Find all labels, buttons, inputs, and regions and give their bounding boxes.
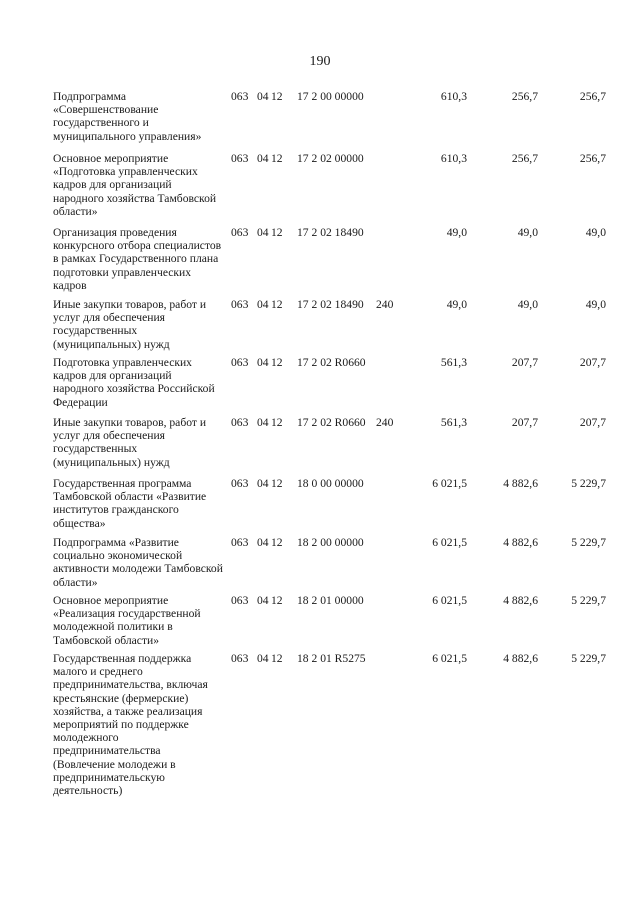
amount-1: 610,3 — [440, 90, 467, 103]
amount-2: 207,7 — [511, 416, 538, 429]
amount-1: 561,3 — [440, 356, 467, 369]
section-code: 04 — [257, 90, 269, 103]
amount-1: 6 021,5 — [432, 477, 467, 490]
amount-3: 49,0 — [585, 298, 606, 311]
target-code: 18 0 00 00000 — [297, 477, 364, 490]
row-name: Государственная программа Тамбовской области «Развитие институтов гражданского общества» — [53, 477, 207, 530]
target-code: 18 2 01 R5275 — [297, 652, 366, 665]
row-name: Основное мероприятие «Подготовка управленческих кадров для организаций народного хозяйства Тамбовской области» — [53, 152, 217, 218]
amount-3: 5 229,7 — [571, 594, 606, 607]
amount-3: 5 229,7 — [571, 477, 606, 490]
amount-3: 207,7 — [579, 356, 606, 369]
amount-2: 4 882,6 — [503, 652, 538, 665]
section-code: 04 — [257, 152, 269, 165]
row-name: Подготовка управленческих кадров для организаций народного хозяйства Российской Федерации — [53, 356, 215, 409]
subsection-code: 12 — [271, 652, 283, 665]
row-name: Государственная поддержка малого и среднего предпринимательства, включая крестьянские (фермерские) хозяйства, а также реализация мероприятий по поддержке молодежного предпринимательства (Вовлечение молодежи в предпринимательскую деятельность) — [53, 652, 208, 798]
amount-1: 6 021,5 — [432, 652, 467, 665]
subsection-code: 12 — [271, 298, 283, 311]
amount-2: 49,0 — [517, 298, 538, 311]
ministry-code: 063 — [231, 90, 249, 103]
ministry-code: 063 — [231, 652, 249, 665]
section-code: 04 — [257, 536, 269, 549]
amount-2: 4 882,6 — [503, 536, 538, 549]
subsection-code: 12 — [271, 90, 283, 103]
target-code: 17 2 02 00000 — [297, 152, 364, 165]
subsection-code: 12 — [271, 536, 283, 549]
amount-1: 6 021,5 — [432, 536, 467, 549]
target-code: 18 2 00 00000 — [297, 536, 364, 549]
amount-2: 49,0 — [517, 226, 538, 239]
ministry-code: 063 — [231, 356, 249, 369]
amount-1: 49,0 — [446, 298, 467, 311]
amount-3: 256,7 — [579, 90, 606, 103]
row-name: Организация проведения конкурсного отбора специалистов в рамках Государственного плана подготовки управленческих кадров — [53, 226, 222, 292]
row-name: Подпрограмма «Развитие социально экономической активности молодежи Тамбовской области» — [53, 536, 223, 589]
amount-3: 256,7 — [579, 152, 606, 165]
amount-2: 4 882,6 — [503, 594, 538, 607]
target-code: 18 2 01 00000 — [297, 594, 364, 607]
page-number: 190 — [309, 54, 331, 69]
row-name: Иные закупки товаров, работ и услуг для обеспечения государственных (муниципальных) нужд — [53, 298, 207, 351]
subsection-code: 12 — [271, 416, 283, 429]
target-code: 17 2 02 R0660 — [297, 356, 366, 369]
section-code: 04 — [257, 477, 269, 490]
ministry-code: 063 — [231, 594, 249, 607]
amount-1: 610,3 — [440, 152, 467, 165]
amount-3: 5 229,7 — [571, 536, 606, 549]
ministry-code: 063 — [231, 536, 249, 549]
amount-2: 207,7 — [511, 356, 538, 369]
target-code: 17 2 02 R0660 — [297, 416, 366, 429]
expense-code: 240 — [376, 416, 394, 429]
subsection-code: 12 — [271, 594, 283, 607]
subsection-code: 12 — [271, 152, 283, 165]
amount-3: 5 229,7 — [571, 652, 606, 665]
amount-2: 256,7 — [511, 152, 538, 165]
subsection-code: 12 — [271, 356, 283, 369]
amount-1: 561,3 — [440, 416, 467, 429]
row-name: Иные закупки товаров, работ и услуг для обеспечения государственных (муниципальных) нужд — [53, 416, 207, 469]
ministry-code: 063 — [231, 416, 249, 429]
section-code: 04 — [257, 356, 269, 369]
amount-2: 4 882,6 — [503, 477, 538, 490]
section-code: 04 — [257, 652, 269, 665]
section-code: 04 — [257, 594, 269, 607]
target-code: 17 2 00 00000 — [297, 90, 364, 103]
section-code: 04 — [257, 298, 269, 311]
row-name: Подпрограмма «Совершенствование государственного и муниципального управления» — [53, 90, 202, 143]
ministry-code: 063 — [231, 226, 249, 239]
section-code: 04 — [257, 416, 269, 429]
amount-1: 49,0 — [446, 226, 467, 239]
target-code: 17 2 02 18490 — [297, 298, 364, 311]
section-code: 04 — [257, 226, 269, 239]
amount-3: 49,0 — [585, 226, 606, 239]
amount-3: 207,7 — [579, 416, 606, 429]
subsection-code: 12 — [271, 477, 283, 490]
ministry-code: 063 — [231, 477, 249, 490]
subsection-code: 12 — [271, 226, 283, 239]
amount-2: 256,7 — [511, 90, 538, 103]
ministry-code: 063 — [231, 298, 249, 311]
row-name: Основное мероприятие «Реализация государственной молодежной политики в Тамбовской области» — [53, 594, 201, 647]
target-code: 17 2 02 18490 — [297, 226, 364, 239]
amount-1: 6 021,5 — [432, 594, 467, 607]
ministry-code: 063 — [231, 152, 249, 165]
expense-code: 240 — [376, 298, 394, 311]
